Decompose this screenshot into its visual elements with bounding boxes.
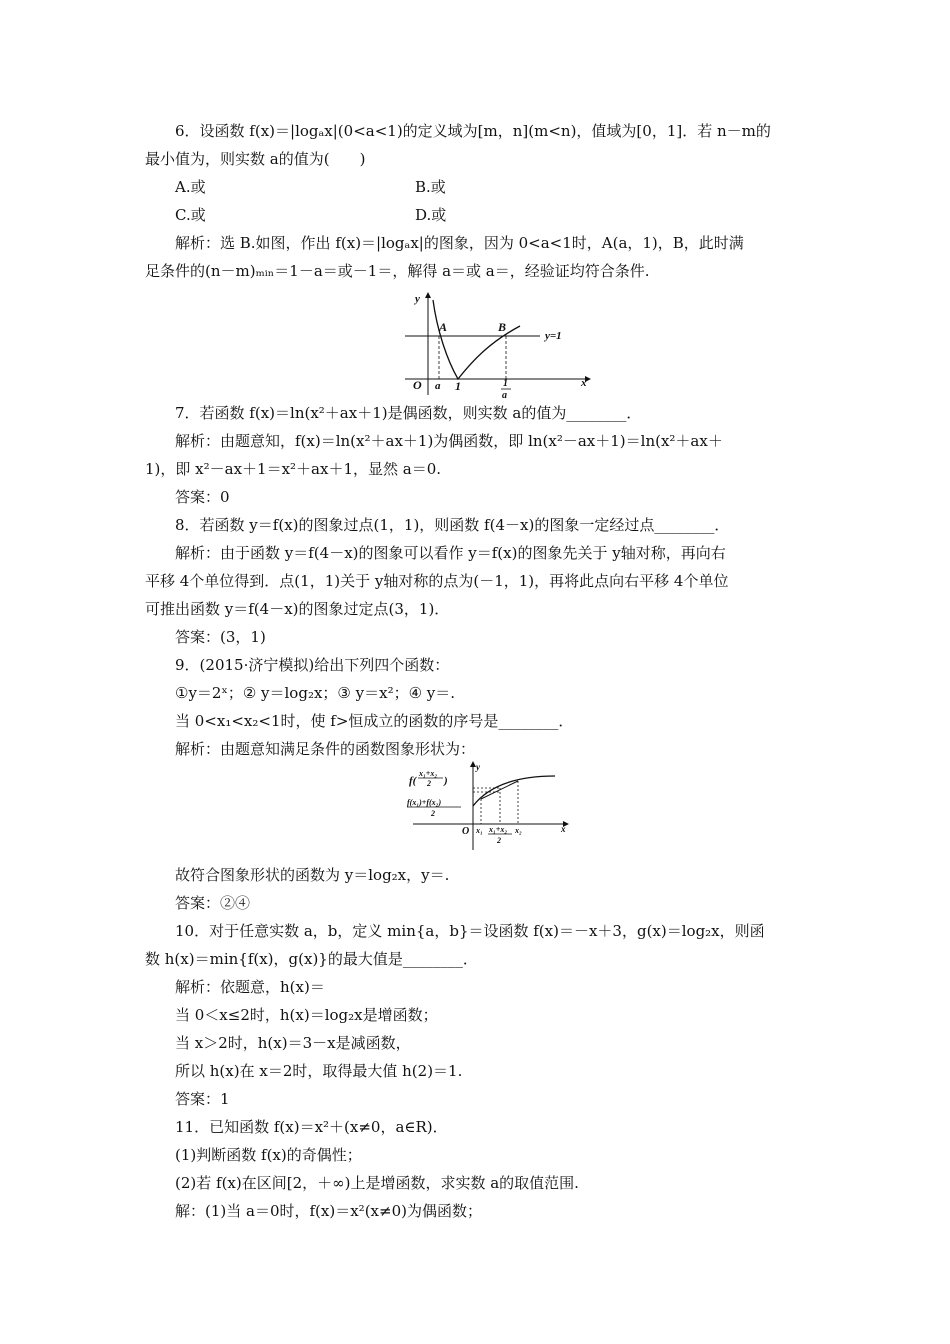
f-avg-num: f(x₁)+f(x₂) xyxy=(407,798,442,807)
q9-solution-line1: 解析：由题意知满足条件的函数图象形状为： xyxy=(175,740,476,758)
q9-stem-line3: 当 0<x₁<x₂<1时，使 f>恒成立的函数的序号是________． xyxy=(175,712,574,730)
q7-stem: 7．若函数 f(x)＝ln(x²＋ax＋1)是偶函数，则实数 a的值为________． xyxy=(175,404,642,422)
x2-label: x₂ xyxy=(515,826,522,835)
q7-solution-line2: 1)，即 x²－ax＋1＝x²＋ax＋1，显然 a＝0. xyxy=(145,460,442,478)
q9-conclusion: 故符合图象形状的函数为 y＝log₂x，y＝. xyxy=(175,866,450,884)
y-axis-label: y xyxy=(476,762,480,772)
q7-answer: 答案：0 xyxy=(175,488,230,506)
line-y1-label: y=1 xyxy=(545,330,562,342)
q10-stem-line2: 数 h(x)＝min{f(x)，g(x)}的最大值是________． xyxy=(145,950,478,968)
x-mid-den: 2 xyxy=(497,836,501,845)
q11-part2: (2)若 f(x)在区间[2，＋∞)上是增函数，求实数 a的取值范围. xyxy=(175,1174,579,1192)
x1-label: x₁ xyxy=(476,826,483,835)
tick-1-over-a-den: a xyxy=(502,390,507,400)
q8-solution-line3: 可推出函数 y＝f(4－x)的图象过定点(3，1)． xyxy=(145,600,450,618)
origin-label: O xyxy=(413,378,422,392)
q6-option-c: C.或 xyxy=(175,206,206,224)
q10-solution-line1: 解析：依题意，h(x)＝ xyxy=(175,978,325,996)
f-mid-close: ) xyxy=(444,775,448,787)
tick-1-label: 1 xyxy=(455,379,461,393)
tick-1-over-a-num: 1 xyxy=(503,378,508,389)
q6-option-a: A.或 xyxy=(175,178,206,196)
q11-solution-line1: 解：(1)当 a＝0时，f(x)＝x²(x≠0)为偶函数； xyxy=(175,1202,482,1220)
q7-solution-line1: 解析：由题意知，f(x)＝ln(x²＋ax＋1)为偶函数，即 ln(x²－ax＋1)＝ln(x²＋ax＋ xyxy=(175,432,723,450)
y-axis-label: y xyxy=(415,293,420,305)
x-mid-num: x₁+x₂ xyxy=(489,825,508,834)
q8-solution-line2: 平移 4个单位得到．点(1，1)关于 y轴对称的点为(－1，1)，再将此点向右平移 4个单位 xyxy=(145,572,729,590)
f-avg-den: 2 xyxy=(431,809,435,818)
q9-stem-line1: 9．(2015·济宁模拟)给出下列四个函数： xyxy=(175,656,450,674)
q8-solution-line1: 解析：由于函数 y＝f(4－x)的图象可以看作 y＝f(x)的图象先关于 y轴对称，再向右 xyxy=(175,544,726,562)
point-a-label: A xyxy=(439,320,448,334)
q6-option-b: B.或 xyxy=(415,178,446,196)
q10-solution-line3: 当 x＞2时，h(x)＝3－x是减函数， xyxy=(175,1034,411,1052)
tick-a-label: a xyxy=(435,380,441,392)
q6-option-d: D.或 xyxy=(415,206,447,224)
q9-stem-line2: ①y＝2ˣ；② y＝log₂x；③ y＝x²；④ y＝. xyxy=(175,684,456,702)
q10-solution-line2: 当 0＜x≤2时，h(x)＝log₂x是增函数； xyxy=(175,1006,438,1024)
f-mid-den: 2 xyxy=(427,779,431,788)
q11-part1: (1)判断函数 f(x)的奇偶性； xyxy=(175,1146,362,1164)
q11-stem: 11．已知函数 f(x)＝x²＋(x≠0，a∈R)． xyxy=(175,1118,448,1136)
f-mid-label: f( xyxy=(409,775,417,787)
point-b-label: B xyxy=(498,320,507,334)
q6-solution-line1: 解析：选 B.如图，作出 f(x)＝|logₐx|的图象，因为 0<a<1时，A(a，1)，B，此时满 xyxy=(175,234,744,252)
q8-stem: 8．若函数 y＝f(x)的图象过点(1，1)，则函数 f(4－x)的图象一定经过点________． xyxy=(175,516,730,534)
x-axis-label: x xyxy=(561,824,566,834)
x-axis-label: x xyxy=(581,377,587,389)
log-abs-graph-figure xyxy=(395,290,595,400)
q10-solution-line4: 所以 h(x)在 x＝2时，取得最大值 h(2)＝1. xyxy=(175,1062,463,1080)
concave-function-figure xyxy=(405,760,575,855)
q6-stem-line1: 6．设函数 f(x)＝|logₐx|(0<a<1)的定义域为[m，n](m<n)，值域为[0，1]．若 n－m的 xyxy=(175,122,771,140)
q10-answer: 答案：1 xyxy=(175,1090,230,1108)
f-mid-num: x₁+x₂ xyxy=(419,769,438,778)
q6-solution-line2: 足条件的(n－m)ₘᵢₙ＝1－a＝或－1＝，解得 a＝或 a＝，经验证均符合条件. xyxy=(145,262,650,280)
q10-stem-line1: 10．对于任意实数 a，b，定义 min{a，b}＝设函数 f(x)＝－x＋3，g(x)＝log₂x，则函 xyxy=(175,922,765,940)
origin-label: O xyxy=(462,826,470,837)
q9-answer: 答案：②④ xyxy=(175,894,251,912)
q8-answer: 答案：(3，1) xyxy=(175,628,266,646)
q6-stem-line2: 最小值为，则实数 a的值为( ) xyxy=(145,150,366,168)
